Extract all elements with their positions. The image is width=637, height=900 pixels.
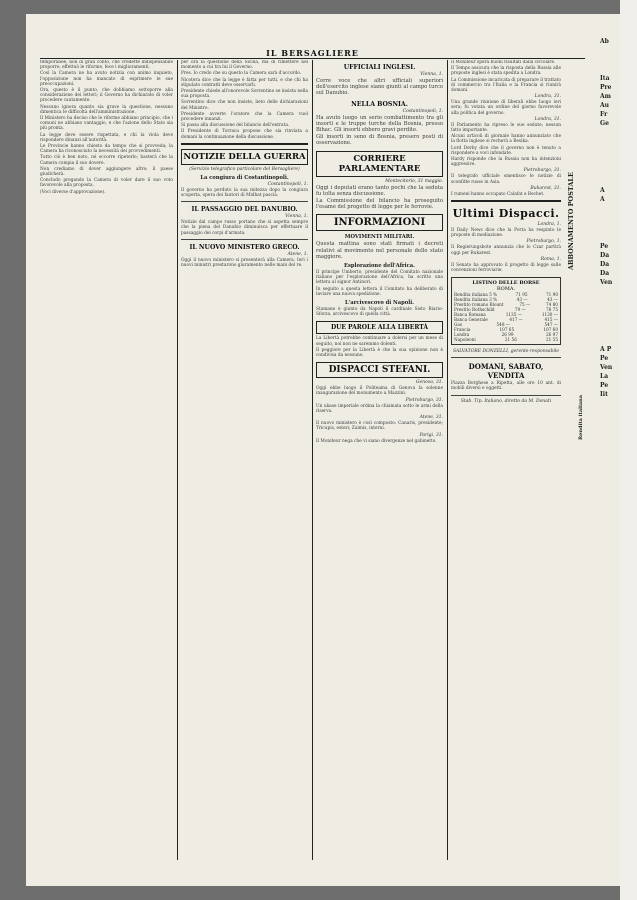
article-paragraph: La Commissione incaricata di preparare il trattato di commercio tra l'Italia e la Francia si riunirà domani.: [451, 77, 561, 94]
greek-ministry-heading: IL NUOVO MINISTERO GRECO.: [189, 243, 300, 251]
strip-text: Ab: [600, 38, 609, 45]
auction-text: Piazza Borghese a Ripetta, alle ore 10 ant. di mobili diversi e oggetti.: [451, 381, 561, 392]
article-paragraph: Il Presidente di Torraca propone che sia rinviata a domani la continuazione della discussione.: [181, 129, 308, 140]
column-1: [40, 60, 173, 860]
article-paragraph: Questa mattina sono stati firmati i decreti relativi al movimento nel personale dello stato maggiore.: [316, 241, 443, 260]
stock-row: [454, 337, 558, 342]
section-divider: [451, 200, 561, 202]
strip-text: Au: [600, 102, 610, 109]
strip-text: Pre: [600, 84, 612, 91]
stock-listing-title: LISTINO DELLE BORSE: [472, 280, 540, 287]
article-paragraph: Ha avuto luogo un serio combattimento tra gli insorti e le truppe turche della Bosnia, presso Bihac. Gli insorti ebbero gravi perdite.: [316, 114, 443, 134]
stock-value: 79 —: [514, 307, 526, 313]
stock-value: 74 80: [545, 302, 558, 308]
article-paragraph: La Libertà potrebbe continuare a dolersi per un mese di seguito, noi non ne saremmo dolenti.: [316, 336, 443, 347]
section-divider: [181, 143, 308, 145]
article-paragraph: Il governo ha perduto la sua mitezza dopo la congiura scoperta, opera dei fautori di Midhat pascià.: [181, 187, 308, 199]
stock-name: Rendita italiana 3 %: [454, 297, 498, 303]
war-news-subheading: (Servizio telegrafico particolare del Bersagliere): [189, 166, 300, 172]
latest-dispatches-heading: Ultimi Dispacci.: [452, 207, 560, 221]
article-paragraph: Nicotera dice che la legge è fatta per tutti, e che chi ha stipulato contratti deve osservarli.: [181, 77, 308, 88]
informazioni-heading: INFORMAZIONI: [316, 214, 443, 231]
danube-heading: IL PASSAGGIO DEL DANUBIO.: [191, 206, 298, 214]
article-paragraph: Si passa alla discussione del bilancio dell'entrata.: [181, 123, 290, 129]
divider: [451, 357, 561, 358]
stock-value: 71 95: [515, 292, 528, 298]
column-3: [316, 60, 443, 860]
dateline: Montecitorio, 31 maggio.: [385, 178, 443, 184]
strip-text: La: [600, 373, 609, 380]
column-2: [181, 60, 308, 860]
dateline: Genova, 31.: [415, 380, 443, 386]
article-paragraph: Hardy risponde che la Russia non ha intenzioni aggressive.: [451, 157, 561, 168]
stock-value: 547 —: [544, 322, 558, 328]
stock-name: Francia: [454, 327, 471, 333]
dateline: Londra, 31.: [534, 116, 561, 122]
strip-text: Ven: [600, 364, 613, 371]
stock-name: Londra: [454, 332, 470, 338]
dateline: Costantinopoli, 1.: [402, 108, 443, 114]
stock-name: Banca Generale: [454, 317, 488, 323]
divider: [181, 239, 308, 240]
stock-value: 1135 —: [505, 312, 522, 318]
article-paragraph: Il principe Umberto, presidente del Comitato nazionale italiano per l'esplorazione dell'Africa, ha scritto una lettera al signor Antinori.: [316, 270, 443, 286]
article-paragraph: Il Ministero ha deciso che le riforme abbiano principio, che i comuni ne abbiano vantaggio, e che l'azione dello Stato sia più pronta.: [40, 116, 173, 132]
masthead: [40, 48, 585, 59]
article-paragraph: La Commissione del bilancio ha proseguito l'esame del progetto di legge per le ferrovie.: [316, 198, 443, 211]
strip-text: A P: [600, 346, 612, 353]
strip-text: Da: [600, 270, 610, 277]
dateline: Bukarest, 31.: [530, 185, 561, 191]
article-paragraph: Nessuno ignora quanto sia grave la questione, nessuno dimentica le difficoltà dell'amministrazione.: [40, 104, 173, 115]
strip-text: Pe: [600, 243, 609, 250]
bosnia-heading: NELLA BOSNIA.: [351, 100, 408, 108]
strip-text: Ven: [600, 279, 613, 286]
article-paragraph: Oggi ebbe luogo il Politeama di Genova la solenne inaugurazione del monumento a Mazzini.: [316, 386, 443, 397]
adjacent-page-strip: [600, 36, 620, 886]
article-paragraph: Il Daily News dice che la Porta ha respinto le proposte di mediazione.: [451, 228, 561, 239]
article-paragraph: Il Senato ha approvato il progetto di legge sulle convenzioni ferroviarie.: [451, 262, 561, 274]
column-rule: [312, 60, 313, 860]
gerente-signature: SALVATORE DONZELLI, gerente-responsabile: [452, 349, 560, 355]
article-paragraph: Le Provincie hanno chiesto da tempo che si provveda; la Camera ha riconosciuto la necessità dei provvedimenti.: [40, 144, 173, 155]
dateline: Atene, 31.: [419, 415, 443, 421]
article-paragraph: temporanee, non di gran conto, che credette indispensabile proporre, effettuò le riforme, fece i miglioramenti.: [40, 60, 173, 71]
stock-name: Gas: [454, 322, 462, 328]
dateline: Roma, 1.: [540, 256, 561, 262]
article-paragraph: Ora, questo è il punto, che dobbiamo sottoporre alla considerazione dei lettori; il Governo ha dichiarato di voler procedere cautamente.: [40, 88, 173, 104]
printer-imprint: Stab. Tip. Italiano, diretto da M. Donati: [460, 398, 552, 404]
dateline: Vienna, 1.: [420, 72, 443, 77]
strip-text: Pe: [600, 355, 609, 362]
stock-value: 1130 —: [541, 312, 558, 318]
stock-value: 21 55: [546, 337, 558, 343]
stock-listing: [451, 277, 561, 345]
article-paragraph: I rumeni hanno occupato Calafat e Bechet.: [451, 191, 545, 197]
article-paragraph: Un ukase imperiale ordina la chiamata sotto le armi della riserva.: [316, 403, 443, 414]
stock-value: 43 —: [516, 297, 528, 303]
stock-value: 43 —: [547, 297, 558, 303]
conspiracy-heading: La congiura di Costantinopoli.: [200, 174, 289, 181]
stock-value: 417 —: [509, 317, 523, 323]
article-paragraph: Tutto ciò è ben noto, né occorre ripeterlo; basterà che la Camera compia il suo dovere.: [40, 155, 173, 166]
stock-name: Prestito romano Blount: [454, 302, 504, 308]
article-paragraph: Pres. Io credo che su questo la Camera sarà d'accordo.: [181, 71, 302, 77]
stock-name: Napoleoni: [454, 337, 476, 343]
stock-value: 21 56: [504, 337, 517, 343]
stock-value: 548 —: [496, 322, 510, 328]
english-officers-heading: UFFICIALI INGLESI.: [343, 64, 416, 71]
dateline: Vienna, 1.: [285, 214, 308, 220]
divider: [451, 395, 561, 396]
column-4: [451, 60, 561, 860]
article-paragraph: Presidente avverte l'oratore che la Camera vuol procedere innanzi.: [181, 111, 308, 123]
liberta-heading: DUE PAROLE ALLA LIBERTÀ: [316, 321, 443, 334]
margin-vertical-text: Rendita italiana: [578, 394, 584, 440]
strip-text: Iit: [600, 391, 608, 398]
strip-text: A: [600, 196, 605, 203]
auction-heading: DOMANI, SABATO, VENDITA: [468, 362, 544, 381]
article-paragraph: Lord Derby dice che il governo non è tenuto a rispondere a voci infondate.: [451, 145, 561, 156]
dateline: Pietroburgo, 31.: [405, 397, 443, 403]
article-paragraph: per ora la questione della Sicilia, ma di rimettere nel momento a cui tra lui il Governo.: [181, 60, 308, 71]
article-paragraph: La legge deve essere rispettata, e chi la viola deve rispondere dinanzi all'autorità.: [40, 132, 173, 143]
article-paragraph: In seguito a questa lettera il Comitato ha deliberato di inviare una nuova spedizione.: [316, 286, 443, 297]
parliament-heading: CORRIERE PARLAMENTARE: [316, 151, 443, 177]
strip-text: A: [600, 187, 605, 194]
dateline: Pietroburgo, 1.: [526, 239, 561, 245]
article-paragraph: Concludo pregando la Camera di voler dare il suo voto favorevole alla proposta.: [40, 178, 173, 189]
article-paragraph: Il Moniteur nega che vi siano divergenze nel gabinetto.: [316, 438, 437, 444]
article-paragraph: Così la Camera ne ha avuto notizia con animo inquieto, l'opposizione non ha mancato di esprimere le sue preoccupazioni.: [40, 71, 173, 87]
strip-text: Ge: [600, 120, 609, 127]
article-paragraph: Corre voce che altri ufficiali superiori dell'esercito inglese siano giunti al campo turco sul Danubio.: [316, 78, 443, 97]
strip-text: Ita: [600, 75, 610, 82]
article-paragraph: Non crediamo di dover aggiungere altro; il paese giudicherà.: [40, 166, 173, 178]
stock-value: 78 75: [546, 307, 558, 313]
article-paragraph: Il telegrafo ufficiale smentisce le notizie di sconfitte russe in Asia.: [451, 174, 561, 185]
strip-text: Da: [600, 261, 610, 268]
stock-value: 107 65: [499, 327, 515, 333]
right-page-edge: [620, 0, 637, 900]
dateline: Atene, 1.: [287, 251, 308, 257]
article-paragraph: Oggi il nuovo ministero si presenterà alla Camera. Ieri i nuovi ministri prestarono giuramento nelle mani del re.: [181, 257, 308, 269]
stock-value: 26 97: [546, 332, 558, 338]
stock-name: Banca Romana: [454, 312, 486, 318]
dateline: Londra, 31.: [534, 94, 561, 100]
article-paragraph: Una grande riunione di liberali ebbe luogo ieri sera; fu votata un ordine del giorno favorevole alla politica del governo.: [451, 100, 561, 116]
stock-value: 71 90: [546, 292, 558, 298]
stock-listing-city: ROMA.: [496, 286, 516, 293]
article-paragraph: Presidente chiede all'onorevole Sorrentino se insista nella sua proposta.: [181, 89, 308, 100]
article-paragraph: Oggi i deputati erano tanto pochi che la seduta fu tolta senza discussione.: [316, 184, 443, 197]
article-paragraph: Il peggiore per la Libertà è che la sua opinione non è condivisa da nessuno.: [316, 347, 443, 359]
article-paragraph: Alcuni articoli di giornale hanno annunziato che la flotta inglese si recherà a Besika.: [451, 134, 561, 145]
article-paragraph: Notizie dal campo russo portano che si aspetta sempre che la piena del Danubio diminuisca per effettuare il passaggio dei corpi d'armata.: [181, 220, 308, 236]
article-paragraph: Il Moniteur spera buoni risultati dalla circolare.: [451, 60, 556, 65]
column-rule: [447, 60, 448, 860]
stock-value: 107 60: [543, 327, 558, 333]
article-paragraph: Il nuovo ministero è così composto: Canaris, presidente; Tricupis, esteri; Zaimis, interni.: [316, 421, 443, 432]
strip-text: Pe: [600, 382, 609, 389]
article-paragraph: Il Temps assicura che la risposta della Russia alle proposte inglesi è stata spedita a Londra.: [451, 66, 561, 77]
war-news-heading: NOTIZIE DELLA GUERRA: [181, 149, 308, 165]
article-paragraph: Sorrentino dice che non insiste, lieto delle dichiarazioni del Ministro.: [181, 100, 308, 111]
strip-text: Fr: [600, 111, 608, 118]
column-rule: [177, 60, 178, 860]
stock-value: 415 —: [544, 317, 558, 323]
article-paragraph: Stamane è giunto da Napoli il cardinale Sisto Riario-Sforza, arcivescovo di quella città.: [316, 307, 443, 318]
stock-name: Prestito Rothschild: [454, 307, 495, 313]
archbishop-heading: L'arcivescovo di Napoli.: [345, 300, 414, 307]
article-footer: (Voci diverse d'approvazione).: [40, 189, 106, 195]
dateline: Pietroburgo, 31.: [523, 168, 561, 174]
article-paragraph: Il Regierungsbote annunzia che lo Czar partirà oggi per Bukarest.: [451, 245, 561, 256]
africa-exploration-heading: Esplorazione dell'Africa.: [344, 263, 415, 270]
article-paragraph: Gli insorti in seno di Bosnia, presero posti di osservazione.: [316, 134, 443, 147]
article-paragraph: Il Parlamento ha ripreso le sue sedute; nessun fatto importante.: [451, 122, 561, 134]
stock-value: 75 —: [519, 302, 531, 308]
military-movements-heading: MOVIMENTI MILITARI.: [344, 234, 415, 241]
divider: [181, 201, 308, 202]
dateline: Londra, 1.: [537, 222, 561, 228]
strip-text: Da: [600, 252, 610, 259]
postal-label: ABBONAMENTO POSTALE: [567, 172, 575, 270]
dateline: Costantinopoli, 1.: [267, 181, 308, 187]
stefani-dispatches-heading: DISPACCI STEFANI.: [316, 362, 443, 378]
strip-text: Am: [600, 93, 612, 100]
dateline: Parigi, 31.: [419, 432, 443, 438]
stock-value: 26 99: [501, 332, 514, 338]
masthead-title: IL BERSAGLIERE: [266, 48, 359, 58]
stock-name: Rendita italiana 5 %: [454, 292, 498, 298]
